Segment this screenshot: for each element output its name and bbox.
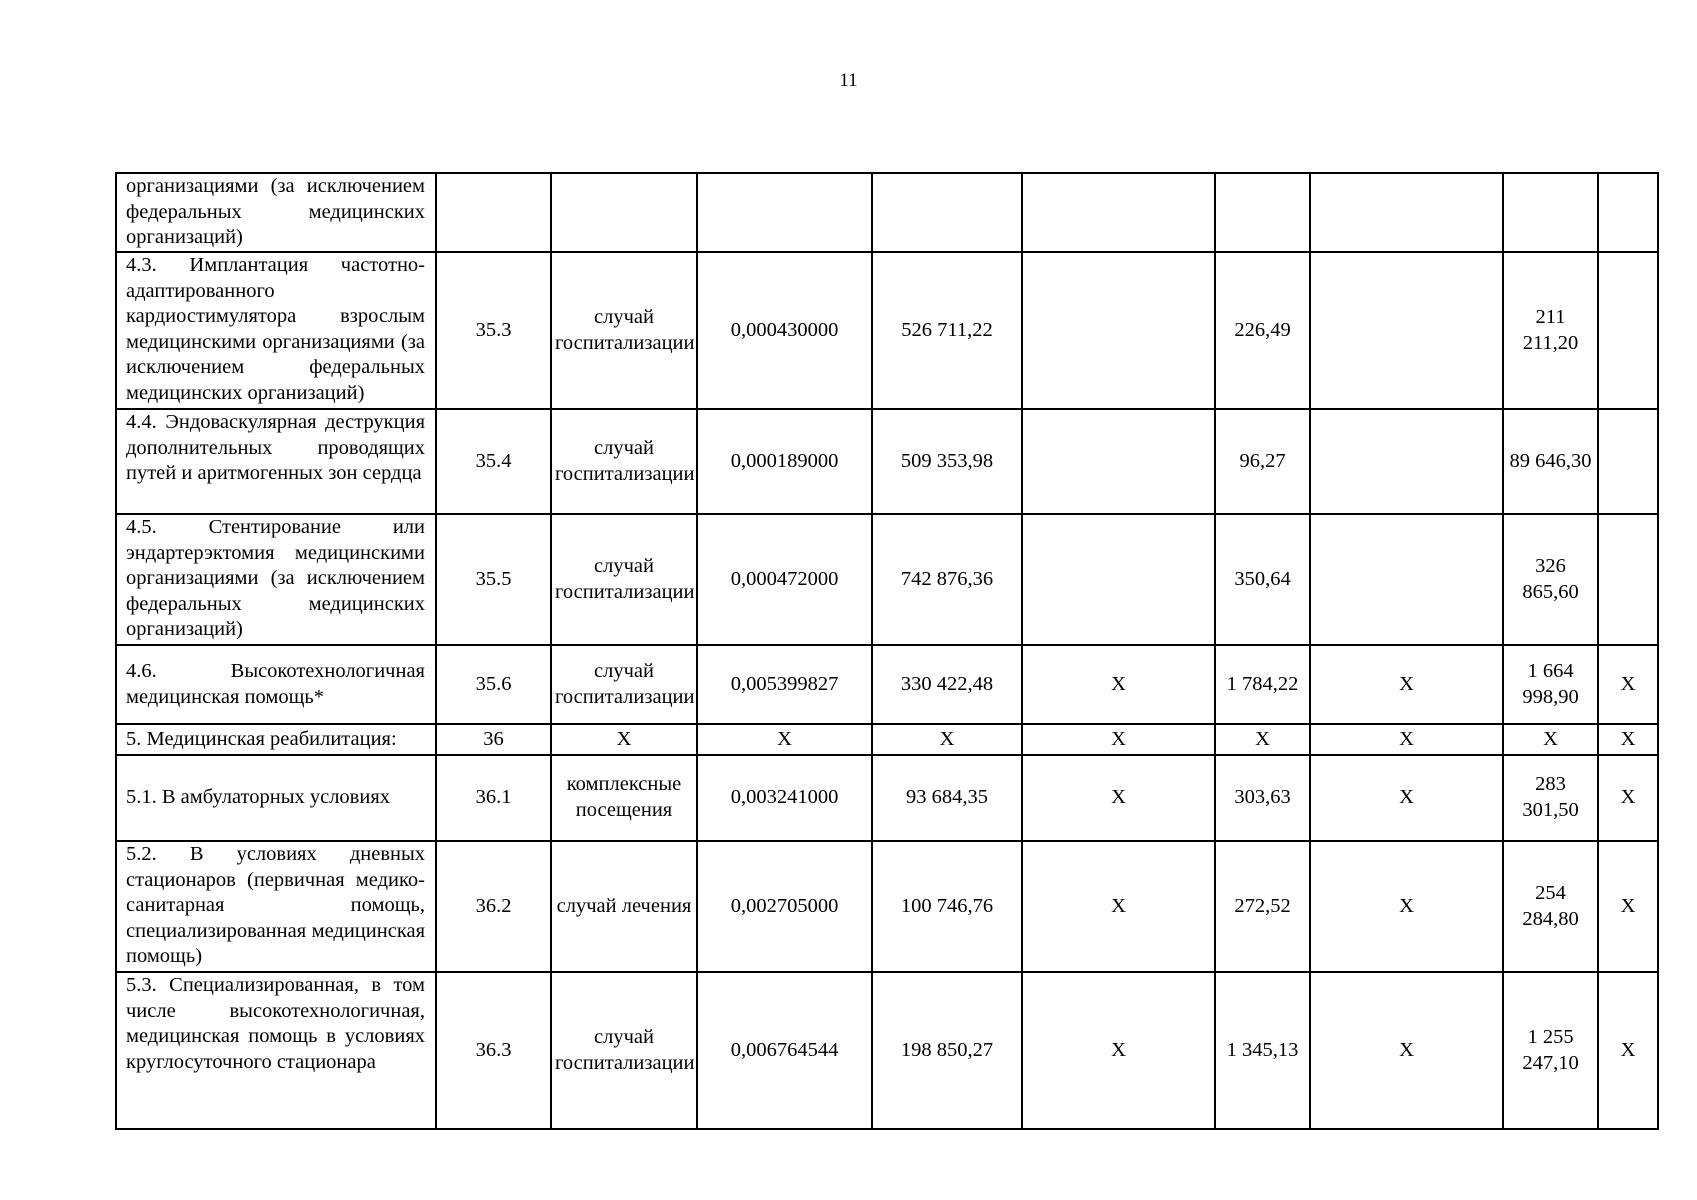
table-row [116,645,1658,724]
cell-value: X [1598,755,1658,841]
cell-unit [551,173,697,252]
cell-value [1215,173,1310,252]
page-number: 11 [839,70,858,91]
cell-value [1598,409,1658,514]
table-row [116,724,1658,755]
cell-value: 100 746,76 [872,841,1022,972]
cell-value [1022,173,1215,252]
cell-value [1310,514,1503,645]
cell-value: X [1310,755,1503,841]
cell-value [1022,409,1215,514]
cell-value: 211 211,20 [1503,252,1598,409]
cell-value [1310,409,1503,514]
cell-unit: случай лечения [551,841,697,972]
cell-value [872,173,1022,252]
cell-unit: случай госпитализации [551,972,697,1129]
cell-value: X [1598,645,1658,724]
cell-unit: случай госпитализации [551,252,697,409]
cell-value [1598,252,1658,409]
cell-name: 5.1. В амбулаторных условиях [116,755,436,841]
medical-care-table [115,172,1659,1130]
cell-name: 4.4. Эндоваскулярная деструкция дополнительных проводящих путей и аритмогенных зон сердца [116,409,436,514]
cell-name: 5. Медицинская реабилитация: [116,724,436,755]
table-row [116,514,1658,645]
cell-value: X [1503,724,1598,755]
table-row [116,252,1658,409]
cell-value: 526 711,22 [872,252,1022,409]
cell-unit: случай госпитализации [551,514,697,645]
cell-value: 742 876,36 [872,514,1022,645]
cell-value: 0,000430000 [697,252,872,409]
cell-code: 36.1 [436,755,551,841]
cell-value: X [1022,724,1215,755]
cell-value: 1 255 247,10 [1503,972,1598,1129]
cell-code: 35.3 [436,252,551,409]
cell-value: X [1598,841,1658,972]
cell-value: X [1598,724,1658,755]
cell-value: X [697,724,872,755]
cell-value [1022,514,1215,645]
cell-value: X [1310,972,1503,1129]
cell-value: X [1022,645,1215,724]
cell-code: 35.5 [436,514,551,645]
cell-value: X [1022,972,1215,1129]
cell-unit: комплексные посещения [551,755,697,841]
cell-value: 0,006764544 [697,972,872,1129]
cell-value: 226,49 [1215,252,1310,409]
cell-value: 1 784,22 [1215,645,1310,724]
cell-name: 5.2. В условиях дневных стационаров (первичная медико-санитарная помощь, специализированная медицинская помощь) [116,841,436,972]
cell-unit: случай госпитализации [551,645,697,724]
cell-value: X [1215,724,1310,755]
table-row [116,755,1658,841]
cell-value: 1 664 998,90 [1503,645,1598,724]
cell-value: 0,005399827 [697,645,872,724]
cell-code [436,173,551,252]
cell-code: 36.3 [436,972,551,1129]
cell-value [1598,514,1658,645]
table-row [116,841,1658,972]
cell-value: X [1310,841,1503,972]
cell-value: 96,27 [1215,409,1310,514]
cell-name: 5.3. Специализированная, в том числе высокотехнологичная, медицинская помощь в условиях круглосуточного стационара [116,972,436,1129]
cell-code: 35.4 [436,409,551,514]
cell-value: 0,000472000 [697,514,872,645]
cell-value: X [1310,724,1503,755]
cell-value: 89 646,30 [1503,409,1598,514]
cell-name: организациями (за исключением федеральных медицинских организаций) [116,173,436,252]
cell-code: 36 [436,724,551,755]
cell-value: X [1310,645,1503,724]
cell-value [1310,252,1503,409]
cell-value: 509 353,98 [872,409,1022,514]
cell-value: 330 422,48 [872,645,1022,724]
cell-unit: случай госпитализации [551,409,697,514]
cell-value: X [872,724,1022,755]
cell-value: 198 850,27 [872,972,1022,1129]
cell-value: 272,52 [1215,841,1310,972]
cell-name: 4.6. Высокотехнологичная медицинская помощь* [116,645,436,724]
cell-value: 0,002705000 [697,841,872,972]
cell-value: X [1022,841,1215,972]
table-row [116,409,1658,514]
cell-value [697,173,872,252]
cell-value: 0,000189000 [697,409,872,514]
cell-value: 283 301,50 [1503,755,1598,841]
cell-value [1503,173,1598,252]
cell-name: 4.3. Имплантация частотно-адаптированного кардиостимулятора взрослым медицинскими организациями (за исключением федеральных медицинских организаций) [116,252,436,409]
cell-value: 1 345,13 [1215,972,1310,1129]
cell-code: 36.2 [436,841,551,972]
cell-value: 326 865,60 [1503,514,1598,645]
cell-value: X [1598,972,1658,1129]
cell-name: 4.5. Стентирование или эндартерэктомия медицинскими организациями (за исключением федеральных медицинских организаций) [116,514,436,645]
cell-code: 35.6 [436,645,551,724]
cell-unit: X [551,724,697,755]
cell-value: 254 284,80 [1503,841,1598,972]
cell-value [1310,173,1503,252]
table-row [116,972,1658,1129]
table-row [116,173,1658,252]
cell-value [1598,173,1658,252]
cell-value: 0,003241000 [697,755,872,841]
cell-value: 303,63 [1215,755,1310,841]
cell-value [1022,252,1215,409]
cell-value: X [1022,755,1215,841]
cell-value: 93 684,35 [872,755,1022,841]
cell-value: 350,64 [1215,514,1310,645]
